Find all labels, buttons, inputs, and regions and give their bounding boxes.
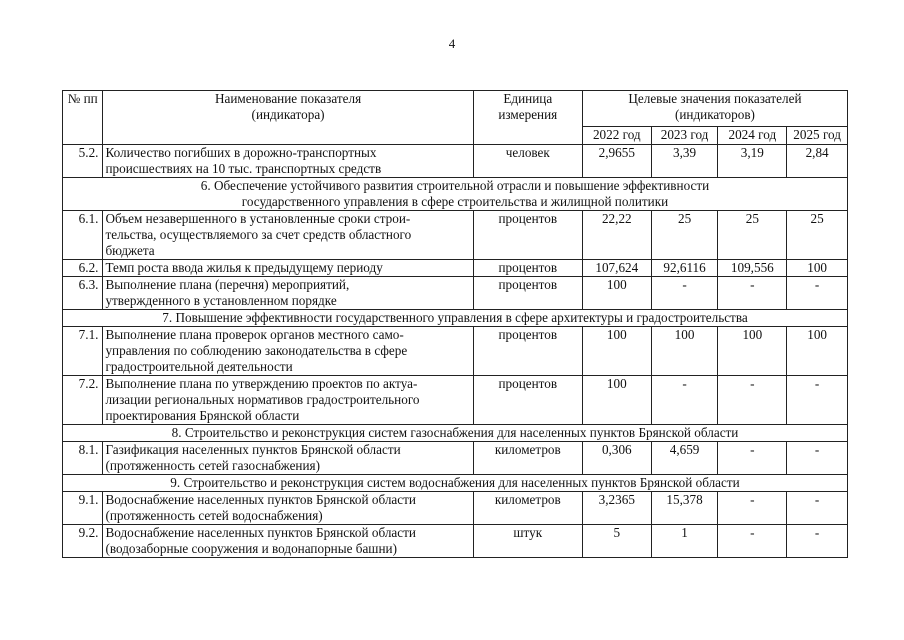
header-unit: Единица измерения — [473, 91, 582, 145]
value-cell: - — [651, 376, 718, 425]
unit-cell: километров — [473, 442, 582, 475]
section-row — [63, 310, 848, 327]
value-cell: 22,22 — [582, 211, 651, 260]
value-cell: 2,9655 — [582, 145, 651, 178]
value-cell: 0,306 — [582, 442, 651, 475]
value-cell: - — [787, 442, 848, 475]
section-row — [63, 425, 848, 442]
header-name: Наименование показателя (индикатора) — [103, 91, 473, 145]
indicator-name: Газификация населенных пунктов Брянской области (протяженность сетей газоснабжения) — [103, 442, 473, 475]
unit-cell: процентов — [473, 211, 582, 260]
value-cell: - — [718, 492, 787, 525]
value-cell: - — [718, 525, 787, 558]
value-cell: 107,624 — [582, 260, 651, 277]
row-number: 5.2. — [63, 145, 103, 178]
value-cell: 92,6116 — [651, 260, 718, 277]
value-cell: 100 — [582, 277, 651, 310]
value-cell: 25 — [787, 211, 848, 260]
row-number: 6.2. — [63, 260, 103, 277]
indicator-name: Выполнение плана по утверждению проектов по актуа- лизации региональных нормативов градостроительного проектирования Брянской области — [103, 376, 473, 425]
row-number: 9.1. — [63, 492, 103, 525]
unit-cell: процентов — [473, 327, 582, 376]
table-row — [63, 442, 848, 475]
indicators-table — [62, 90, 848, 558]
indicator-name: Объем незавершенного в установленные сроки строи- тельства, осуществляемого за счет средств областного бюджета — [103, 211, 473, 260]
indicator-name: Выполнение плана проверок органов местного само- управления по соблюдению законодательства в сфере градостроительной деятельности — [103, 327, 473, 376]
table-row — [63, 277, 848, 310]
value-cell: - — [718, 376, 787, 425]
row-number: 6.3. — [63, 277, 103, 310]
value-cell: 3,39 — [651, 145, 718, 178]
table-row — [63, 211, 848, 260]
unit-cell: штук — [473, 525, 582, 558]
value-cell: - — [718, 442, 787, 475]
value-cell: 25 — [718, 211, 787, 260]
value-cell: 100 — [718, 327, 787, 376]
header-num: № пп — [63, 91, 103, 145]
section-row — [63, 475, 848, 492]
table-row — [63, 525, 848, 558]
unit-cell: человек — [473, 145, 582, 178]
table-row — [63, 145, 848, 178]
table-row — [63, 327, 848, 376]
value-cell: 100 — [582, 327, 651, 376]
unit-cell: процентов — [473, 260, 582, 277]
header-targets: Целевые значения показателей (индикаторов) — [582, 91, 847, 127]
value-cell: 25 — [651, 211, 718, 260]
value-cell: 100 — [787, 260, 848, 277]
indicator-name: Количество погибших в дорожно-транспортных происшествиях на 10 тыс. транспортных средств — [103, 145, 473, 178]
row-number: 7.1. — [63, 327, 103, 376]
value-cell: 100 — [582, 376, 651, 425]
table-row — [63, 376, 848, 425]
section-title: 7. Повышение эффективности государственного управления в сфере архитектуры и градостроительства — [63, 310, 848, 327]
value-cell: 109,556 — [718, 260, 787, 277]
header-year: 2024 год — [718, 127, 787, 145]
value-cell: - — [651, 277, 718, 310]
indicator-name: Водоснабжение населенных пунктов Брянской области (протяженность сетей водоснабжения) — [103, 492, 473, 525]
value-cell: 100 — [787, 327, 848, 376]
indicator-name: Водоснабжение населенных пунктов Брянской области (водозаборные сооружения и водонапорные башни) — [103, 525, 473, 558]
value-cell: 3,2365 — [582, 492, 651, 525]
header-year: 2022 год — [582, 127, 651, 145]
value-cell: - — [787, 492, 848, 525]
value-cell: 1 — [651, 525, 718, 558]
value-cell: 3,19 — [718, 145, 787, 178]
unit-cell: процентов — [473, 376, 582, 425]
value-cell: 100 — [651, 327, 718, 376]
table-row — [63, 260, 848, 277]
section-title: 8. Строительство и реконструкция систем газоснабжения для населенных пунктов Брянской области — [63, 425, 848, 442]
row-number: 8.1. — [63, 442, 103, 475]
table-header-row — [63, 91, 848, 127]
value-cell: 15,378 — [651, 492, 718, 525]
indicator-name: Выполнение плана (перечня) мероприятий, утвержденного в установленном порядке — [103, 277, 473, 310]
value-cell: 2,84 — [787, 145, 848, 178]
indicator-name: Темп роста ввода жилья к предыдущему периоду — [103, 260, 473, 277]
value-cell: - — [787, 376, 848, 425]
row-number: 9.2. — [63, 525, 103, 558]
unit-cell: процентов — [473, 277, 582, 310]
page-number: 4 — [448, 36, 456, 51]
section-row — [63, 178, 848, 211]
section-title: 6. Обеспечение устойчивого развития строительной отрасли и повышение эффективности государственного управления в сфере строительства и жилищной политики — [63, 178, 848, 211]
row-number: 6.1. — [63, 211, 103, 260]
header-year: 2025 год — [787, 127, 848, 145]
value-cell: 5 — [582, 525, 651, 558]
value-cell: - — [718, 277, 787, 310]
unit-cell: километров — [473, 492, 582, 525]
value-cell: 4,659 — [651, 442, 718, 475]
row-number: 7.2. — [63, 376, 103, 425]
section-title: 9. Строительство и реконструкция систем водоснабжения для населенных пунктов Брянской области — [63, 475, 848, 492]
header-year: 2023 год — [651, 127, 718, 145]
value-cell: - — [787, 525, 848, 558]
value-cell: - — [787, 277, 848, 310]
table-row — [63, 492, 848, 525]
